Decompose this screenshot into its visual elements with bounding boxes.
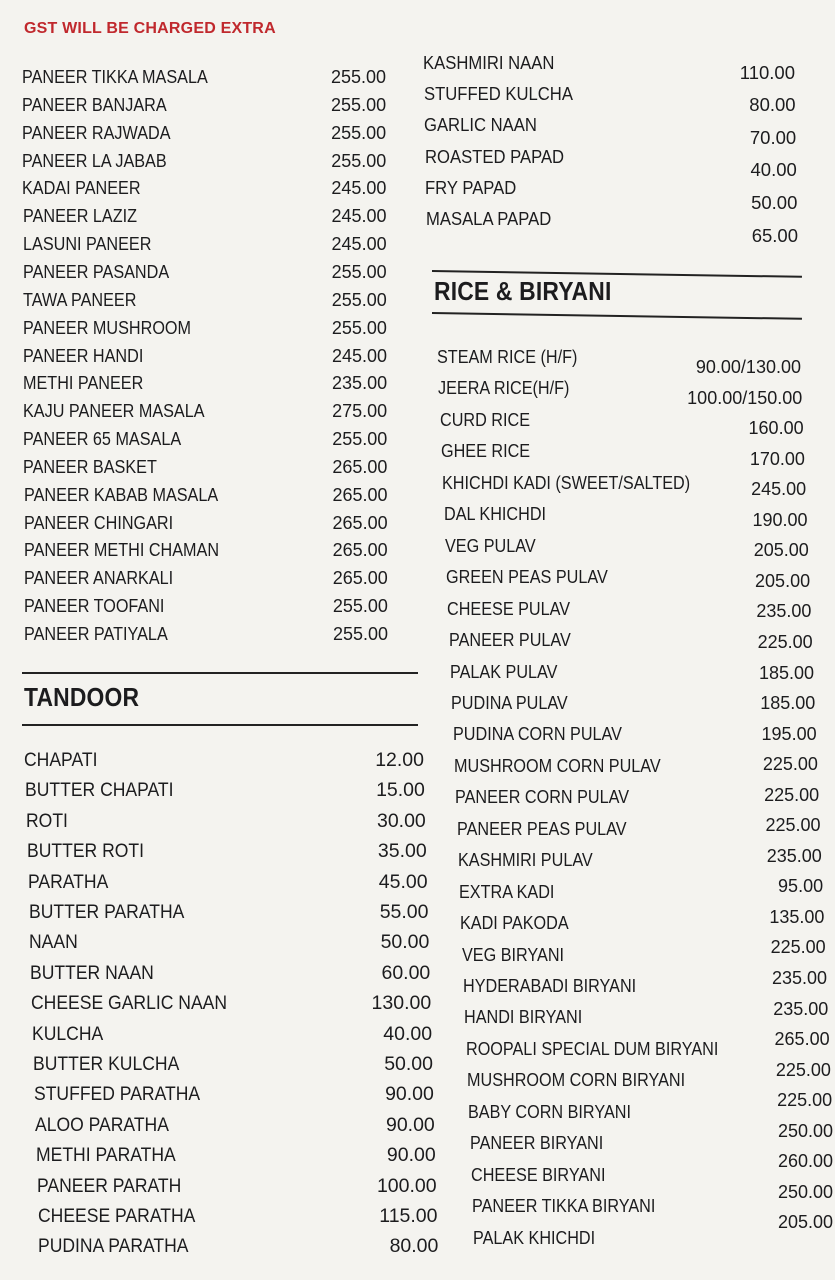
menu-item-name: PANEER TIKKA MASALA (22, 67, 208, 87)
menu-item-name: MASALA PAPAD (426, 208, 552, 229)
menu-item-name: DAL KHICHDI (443, 504, 546, 525)
menu-item-price: 100.00 (376, 1174, 437, 1197)
menu-item-price: 265.00 (332, 512, 388, 533)
menu-item-name: TAWA PANEER (22, 289, 137, 310)
menu-item-name: PANEER BIRYANI (469, 1133, 603, 1154)
tandoor-title: TANDOOR (24, 682, 140, 712)
rice-biryani-title: RICE & BIRYANI (434, 276, 612, 306)
menu-item-name: PANEER CHINGARI (23, 512, 173, 533)
menu-item-price: 50.00 (751, 191, 798, 213)
menu-item-name: METHI PANEER (23, 373, 144, 394)
menu-item-price: 255.00 (331, 94, 387, 115)
menu-item-price: 15.00 (376, 779, 425, 802)
menu-item-price: 55.00 (379, 901, 429, 923)
menu-item-name: METHI PARATHA (35, 1144, 176, 1167)
menu-item-price: 255.00 (332, 429, 388, 450)
tandoor-rule-top (22, 672, 418, 674)
menu-item-price: 225.00 (770, 937, 826, 958)
menu-item-name: FRY PAPAD (425, 176, 517, 198)
menu-item-name: PUDINA PARATHA (38, 1235, 189, 1258)
menu-item-name: JEERA RICE(H/F) (438, 378, 570, 399)
menu-item-name: PANEER PEAS PULAV (456, 818, 627, 839)
menu-item-price: 195.00 (761, 723, 817, 744)
menu-item-price: 80.00 (389, 1235, 439, 1258)
menu-item-name: KULCHA (32, 1022, 104, 1045)
menu-item-name: VEG BIRYANI (461, 944, 564, 965)
menu-item-price: 205.00 (755, 570, 811, 591)
menu-item-name: PANEER HANDI (23, 345, 144, 366)
menu-item-name: PUDINA CORN PULAV (452, 724, 622, 745)
menu-item-name: STUFFED PARATHA (33, 1083, 200, 1106)
menu-item-name: BUTTER KULCHA (33, 1053, 180, 1075)
menu-item-name: EXTRA KADI (459, 881, 555, 902)
menu-item-name: CHAPATI (24, 749, 98, 771)
menu-item-price: 265.00 (332, 456, 388, 477)
menu-item-name: PANEER PATIYALA (24, 624, 168, 644)
gst-note: GST WILL BE CHARGED EXTRA (24, 20, 276, 37)
menu-item-name: CHEESE PULAV (447, 598, 571, 619)
menu-item-price: 235.00 (773, 998, 829, 1019)
menu-item-name: HYDERABADI BIRYANI (463, 976, 637, 996)
menu-item-name: GREEN PEAS PULAV (446, 567, 608, 588)
menu-item-name: MUSHROOM CORN PULAV (453, 755, 661, 776)
tandoor-rule-bottom (22, 724, 418, 726)
menu-item-name: PANEER TIKKA BIRYANI (472, 1196, 656, 1217)
menu-item-name: GHEE RICE (440, 441, 531, 462)
menu-item-name: PANEER KABAB MASALA (23, 484, 218, 505)
menu-item-name: KASHMIRI NAAN (423, 52, 555, 73)
menu-item-price: 35.00 (377, 840, 427, 863)
menu-item-name: GARLIC NAAN (424, 114, 538, 136)
menu-item-name: PANEER MUSHROOM (22, 317, 191, 338)
menu-item-name: CHEESE GARLIC NAAN (31, 992, 228, 1015)
menu-item-name: ROASTED PAPAD (424, 145, 564, 167)
menu-item-price: 275.00 (332, 401, 388, 422)
menu-item-price: 190.00 (752, 509, 808, 530)
menu-item-price: 235.00 (332, 373, 388, 394)
menu-item-price: 40.00 (750, 159, 797, 181)
menu-item-price: 235.00 (766, 845, 822, 866)
menu-item-name: KADAI PANEER (22, 178, 141, 199)
menu-item-name: PALAK KHICHDI (473, 1227, 596, 1248)
menu-item-name: PANEER CORN PULAV (455, 787, 630, 808)
menu-item-price: 60.00 (381, 961, 431, 984)
menu-item-name: STUFFED KULCHA (423, 83, 573, 105)
menu-item-price: 100.00/150.00 (687, 387, 803, 408)
menu-item-name: BUTTER ROTI (26, 840, 144, 863)
menu-item-name: BUTTER NAAN (30, 961, 155, 984)
menu-item-price: 70.00 (749, 126, 797, 148)
menu-item-price: 235.00 (756, 601, 812, 622)
menu-item-name: PANEER METHI CHAMAN (23, 540, 219, 561)
menu-item-name: PANEER PASANDA (22, 261, 169, 282)
menu-item-price: 45.00 (378, 870, 428, 893)
menu-item-price: 245.00 (331, 345, 387, 366)
menu-item-name: NAAN (29, 931, 79, 954)
menu-item-price: 255.00 (332, 624, 388, 644)
menu-item-price: 265.00 (774, 1029, 830, 1050)
menu-item-name: PANEER RAJWADA (22, 122, 171, 143)
menu-item-price: 225.00 (777, 1090, 833, 1111)
menu-item-price: 225.00 (764, 784, 820, 805)
menu-item-price: 265.00 (332, 568, 388, 589)
menu-item-name: PANEER BASKET (23, 456, 158, 477)
menu-item-price: 160.00 (748, 418, 804, 439)
menu-item-name: KASHMIRI PULAV (457, 850, 593, 871)
menu-item-price: 12.00 (375, 749, 424, 771)
menu-item-price: 255.00 (331, 289, 387, 310)
menu-item-name: PALAK PULAV (450, 661, 558, 682)
menu-item-price: 250.00 (777, 1120, 833, 1141)
menu-item-price: 255.00 (331, 261, 387, 282)
menu-item-price: 255.00 (331, 150, 387, 171)
menu-item-price: 265.00 (332, 484, 388, 505)
menu-item-price: 90.00 (385, 1113, 435, 1136)
menu-item-price: 130.00 (371, 992, 432, 1015)
menu-item-name: ALOO PARATHA (34, 1113, 169, 1136)
menu-item-name: PANEER BANJARA (22, 94, 167, 115)
menu-item-name: PANEER LAZIZ (22, 206, 137, 227)
menu-item-price: 170.00 (749, 448, 805, 469)
menu-item-name: BABY CORN BIRYANI (468, 1101, 632, 1122)
menu-item-price: 250.00 (777, 1181, 833, 1202)
menu-item-name: CHEESE PARATHA (37, 1205, 195, 1227)
menu-item-price: 95.00 (778, 876, 824, 897)
menu-item-price: 90.00 (386, 1144, 436, 1167)
menu-item-price: 135.00 (769, 906, 825, 927)
menu-item-price: 205.00 (753, 540, 809, 561)
menu-item-price: 40.00 (383, 1022, 433, 1045)
menu-item-price: 235.00 (771, 968, 827, 988)
menu-item-price: 245.00 (331, 206, 387, 227)
menu-item-name: BUTTER CHAPATI (24, 779, 174, 802)
menu-item-price: 255.00 (331, 122, 387, 143)
menu-item-price: 30.00 (376, 809, 426, 832)
menu-item-price: 65.00 (751, 224, 798, 246)
menu-item-price: 245.00 (331, 178, 387, 199)
menu-item-price: 50.00 (380, 931, 430, 954)
menu-item-name: PANEER LA JABAB (22, 150, 167, 171)
menu-item-name: HANDI BIRYANI (464, 1007, 583, 1028)
menu-item-price: 90.00/130.00 (695, 357, 801, 377)
menu-item-name: PANEER PARATH (36, 1174, 181, 1197)
menu-item-name: PANEER PULAV (448, 630, 571, 651)
menu-item-price: 205.00 (777, 1212, 833, 1233)
menu-item-name: STEAM RICE (H/F) (437, 347, 578, 367)
menu-item-price: 225.00 (775, 1059, 831, 1080)
menu-item-name: KHICHDI KADI (SWEET/SALTED) (442, 472, 691, 493)
rice-rule-bottom (432, 312, 802, 320)
menu-item-name: BUTTER PARATHA (28, 901, 184, 923)
menu-item-price: 225.00 (765, 815, 821, 836)
menu-item-name: ROOPALI SPECIAL DUM BIRYANI (465, 1038, 718, 1059)
menu-item-price: 255.00 (332, 596, 388, 617)
menu-item-name: PARATHA (27, 870, 108, 893)
menu-item-price: 80.00 (749, 94, 796, 116)
menu-item-name: KADI PAKODA (460, 913, 570, 934)
menu-item-name: ROTI (25, 809, 68, 832)
menu-item-name: LASUNI PANEER (22, 234, 152, 255)
menu-item-name: CURD RICE (439, 409, 530, 430)
menu-item-price: 260.00 (777, 1151, 833, 1172)
menu-item-price: 255.00 (330, 67, 386, 87)
menu-item-price: 185.00 (758, 662, 814, 683)
menu-item-name: KAJU PANEER MASALA (23, 401, 205, 422)
menu-item-price: 225.00 (757, 631, 813, 652)
menu-item-name: CHEESE BIRYANI (470, 1164, 606, 1185)
menu-item-name: PANEER ANARKALI (23, 568, 173, 589)
menu-item-name: PANEER 65 MASALA (23, 429, 182, 450)
menu-item-price: 50.00 (384, 1053, 433, 1075)
menu-item-price: 265.00 (332, 540, 388, 561)
menu-item-name: PANEER TOOFANI (23, 596, 165, 617)
menu-item-price: 255.00 (331, 317, 387, 338)
menu-item-price: 225.00 (762, 754, 818, 775)
menu-item-name: VEG PULAV (444, 535, 536, 556)
menu-item-price: 245.00 (331, 234, 387, 255)
menu-item-price: 245.00 (751, 479, 807, 500)
menu-item-price: 110.00 (739, 62, 795, 83)
menu-item-name: PUDINA PULAV (451, 692, 569, 713)
menu-item-price: 90.00 (385, 1083, 434, 1106)
menu-item-price: 115.00 (379, 1205, 438, 1227)
menu-item-name: MUSHROOM CORN BIRYANI (466, 1070, 686, 1091)
menu-item-price: 185.00 (760, 693, 816, 714)
